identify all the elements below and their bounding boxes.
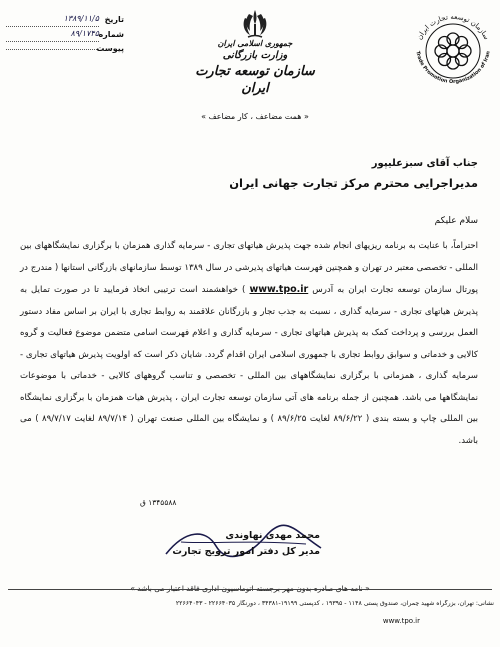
iran-emblem-icon: [240, 8, 270, 40]
logo-text-fa: سازمان توسعه تجارت ایران: [415, 12, 491, 42]
addressee-name: جناب آقای سبزعلیپور: [371, 158, 478, 169]
addressee-title: مدیراجرایی محترم مرکز تجارت جهانی ایران: [229, 176, 478, 190]
letter-meta: [6, 12, 124, 56]
meta-date-value: ۱۳۸۹/۱۱/۵: [6, 12, 99, 27]
body-text-part1: احتراماً، با عنایت به برنامه ریزیهای انجام شده جهت پذیرش هیاتهای تجاری - سرمایه گذاری همزمان با برگزاری نمایشگاههای بین المللی - تخصصی معتبر در تهران و همچنین فهرست هیاتهای پذیرشی در سال ۱۳۸۹ توسط سازمانهای بازرگانی استانها ( مندرج در پورتال سازمان توسعه تجارت ایران به آدرس: [20, 241, 479, 295]
meta-attachment-label: پیوست: [96, 44, 124, 53]
motto: « همت مضاعف ، کار مضاعف »: [201, 112, 309, 121]
ministry-line3: سازمان توسعه تجارت ایران: [195, 64, 315, 96]
reference-number: ۱۳۴۵۵۸۸ ق: [140, 498, 177, 507]
tpo-logo: [408, 6, 498, 96]
meta-attachment: [6, 42, 124, 56]
meta-number-value: ۸۹/۱۷۴۵: [6, 27, 99, 42]
body-paragraph: [20, 236, 478, 452]
meta-attachment-value: [6, 49, 99, 50]
meta-date-label: تاریخ: [104, 14, 124, 24]
tpo-url-link[interactable]: www.tpo.ir: [249, 284, 309, 295]
letter-body: [20, 236, 478, 452]
logo-text-en: Trade Promotion Organization of Iran: [414, 50, 492, 86]
greeting: سلام علیکم: [434, 216, 478, 226]
footer-website[interactable]: www.tpo.ir: [382, 617, 420, 625]
body-text-part2: ) خواهشمند است ترتیبی اتخاذ فرمایید تا در صورت تمایل به پذیرش هیاتهای تجاری - سرمایه گذاری ، نسبت به جذب تجار و بازرگانان علاقمند به روابط تجاری با ایران بر اساس مفاد دستور العمل بررسی و پرداخت کمک به پذیرش هیاتهای تجاری - سرمایه گذاری و اعلام فهرست اسامی متضمن موضوع فعالیت و گروه کالایی و خدماتی و سوابق روابط تجاری با جمهوری اسلامی ایران اقدام گردد. شایان ذکر است که اولویت پذیرش هیاتهای تجاری - سرمایه گذاری ، همزمانی با برگزاری نمایشگاههای بین المللی - تخصصی و تناسب گروههای کالایی - خدماتی با موضوعات نمایشگاهها می باشد. همچنین از جمله برنامه های آتی سازمان توسعه تجارت ایران ، پذیرش هیات همزمان با برگزاری نمایشگاه بین المللی چاپ و بسته بندی ( ۸۹/۶/۲۲ لغایت ۸۹/۶/۲۵ ) و نمایشگاه بین المللی صنعت تهران ( ۸۹/۷/۱۴ لغایت ۸۹/۷/۱۷ ) می باشد.: [20, 285, 478, 446]
ministry-heading: [180, 38, 330, 97]
footer-address: نشانی: تهران، بزرگراه شهید چمران، صندوق پستی ۱۱۴۸ - ۱۹۳۹۵ ، کدپستی ۱۹۱۹۹-۳۴۳۸۱ ، دورنگار ۲۲۶۶۴۰۳۵ - ۲۲۶۶۴۰۴۳: [175, 600, 494, 607]
ministry-line1: جمهوری اسلامی ایران: [217, 38, 293, 48]
meta-number-label: شماره: [98, 29, 124, 39]
signer-title: مدیر کل دفتر امور ترویج تجارت: [172, 546, 320, 557]
footer-note: « نامه های صادره بدون مهر برجسته اتوماسیون اداری فاقد اعتبار می باشد »: [130, 584, 370, 593]
meta-number: [6, 27, 124, 42]
signer-name: محمد مهدی نهاوندی: [225, 530, 320, 541]
footer-divider: [8, 589, 492, 590]
signer-block: [172, 528, 320, 560]
ministry-line2: وزارت بازرگانی: [222, 50, 288, 61]
meta-date: [6, 12, 124, 27]
